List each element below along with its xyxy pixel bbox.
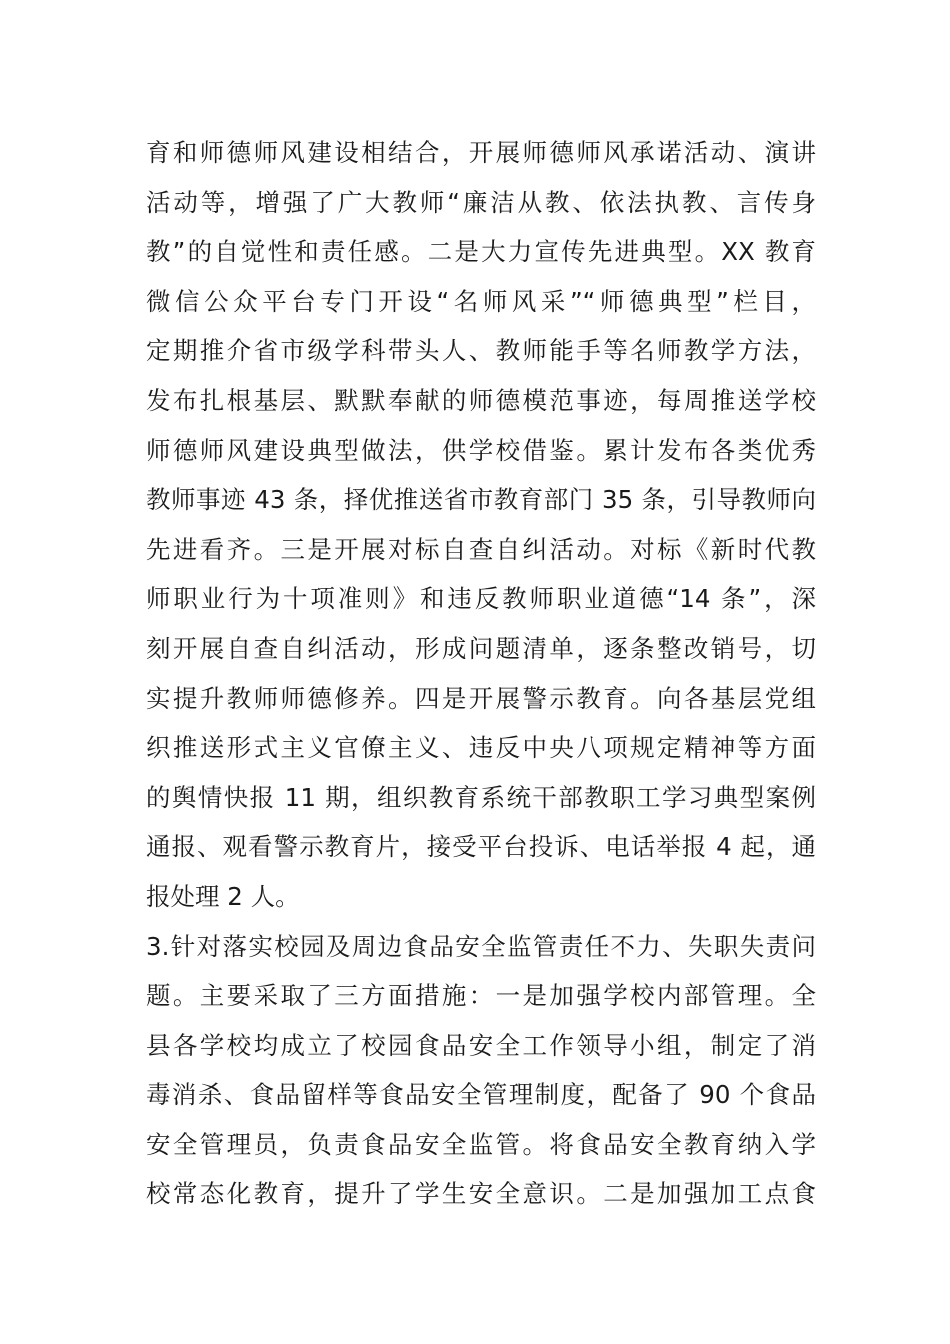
text-line: 题。主要采取了三方面措施：一是加强学校内部管理。全 xyxy=(146,981,816,1011)
text-line: 微信公众平台专门开设“名师风采”“师德典型”栏目， xyxy=(146,286,816,316)
text-line: 先进看齐。三是开展对标自查自纠活动。对标《新时代教 xyxy=(146,534,816,564)
body-text xyxy=(146,128,816,1219)
text-line: 定期推介省市级学科带头人、教师能手等名师教学方法， xyxy=(146,336,816,366)
text-line: 师德师风建设典型做法，供学校借鉴。累计发布各类优秀 xyxy=(146,435,816,465)
text-line: 的舆情快报 11 期，组织教育系统干部教职工学习典型案例 xyxy=(146,782,816,812)
paragraph-end-line: 报处理 2 人。 xyxy=(146,881,300,911)
text-line: 校常态化教育，提升了学生安全意识。二是加强加工点食 xyxy=(146,1179,816,1209)
text-line: 教师事迹 43 条，择优推送省市教育部门 35 条，引导教师向 xyxy=(146,485,816,515)
text-line: 通报、观看警示教育片，接受平台投诉、电话举报 4 起，通 xyxy=(146,832,816,862)
text-line: 织推送形式主义官僚主义、违反中央八项规定精神等方面 xyxy=(146,733,816,763)
text-line: 育和师德师风建设相结合，开展师德师风承诺活动、演讲 xyxy=(146,138,816,167)
text-line: 刻开展自查自纠活动，形成问题清单，逐条整改销号，切 xyxy=(146,633,816,663)
text-line: 师职业行为十项准则》和违反教师职业道德“14 条”，深 xyxy=(146,584,816,614)
text-line: 安全管理员，负责食品安全监管。将食品安全教育纳入学 xyxy=(146,1129,816,1159)
text-line: 实提升教师师德修养。四是开展警示教育。向各基层党组 xyxy=(146,683,816,713)
numbered-heading-line: 3.针对落实校园及周边食品安全监管责任不力、失职失责问 xyxy=(146,931,816,961)
text-line: 毒消杀、食品留样等食品安全管理制度，配备了 90 个食品 xyxy=(146,1080,816,1110)
text-line: 发布扎根基层、默默奉献的师德模范事迹，每周推送学校 xyxy=(146,385,816,415)
text-line: 活动等，增强了广大教师“廉洁从教、依法执教、言传身 xyxy=(146,187,816,217)
text-line: 县各学校均成立了校园食品安全工作领导小组，制定了消 xyxy=(146,1030,816,1060)
text-line: 教”的自觉性和责任感。二是大力宣传先进典型。XX 教育 xyxy=(146,237,816,267)
